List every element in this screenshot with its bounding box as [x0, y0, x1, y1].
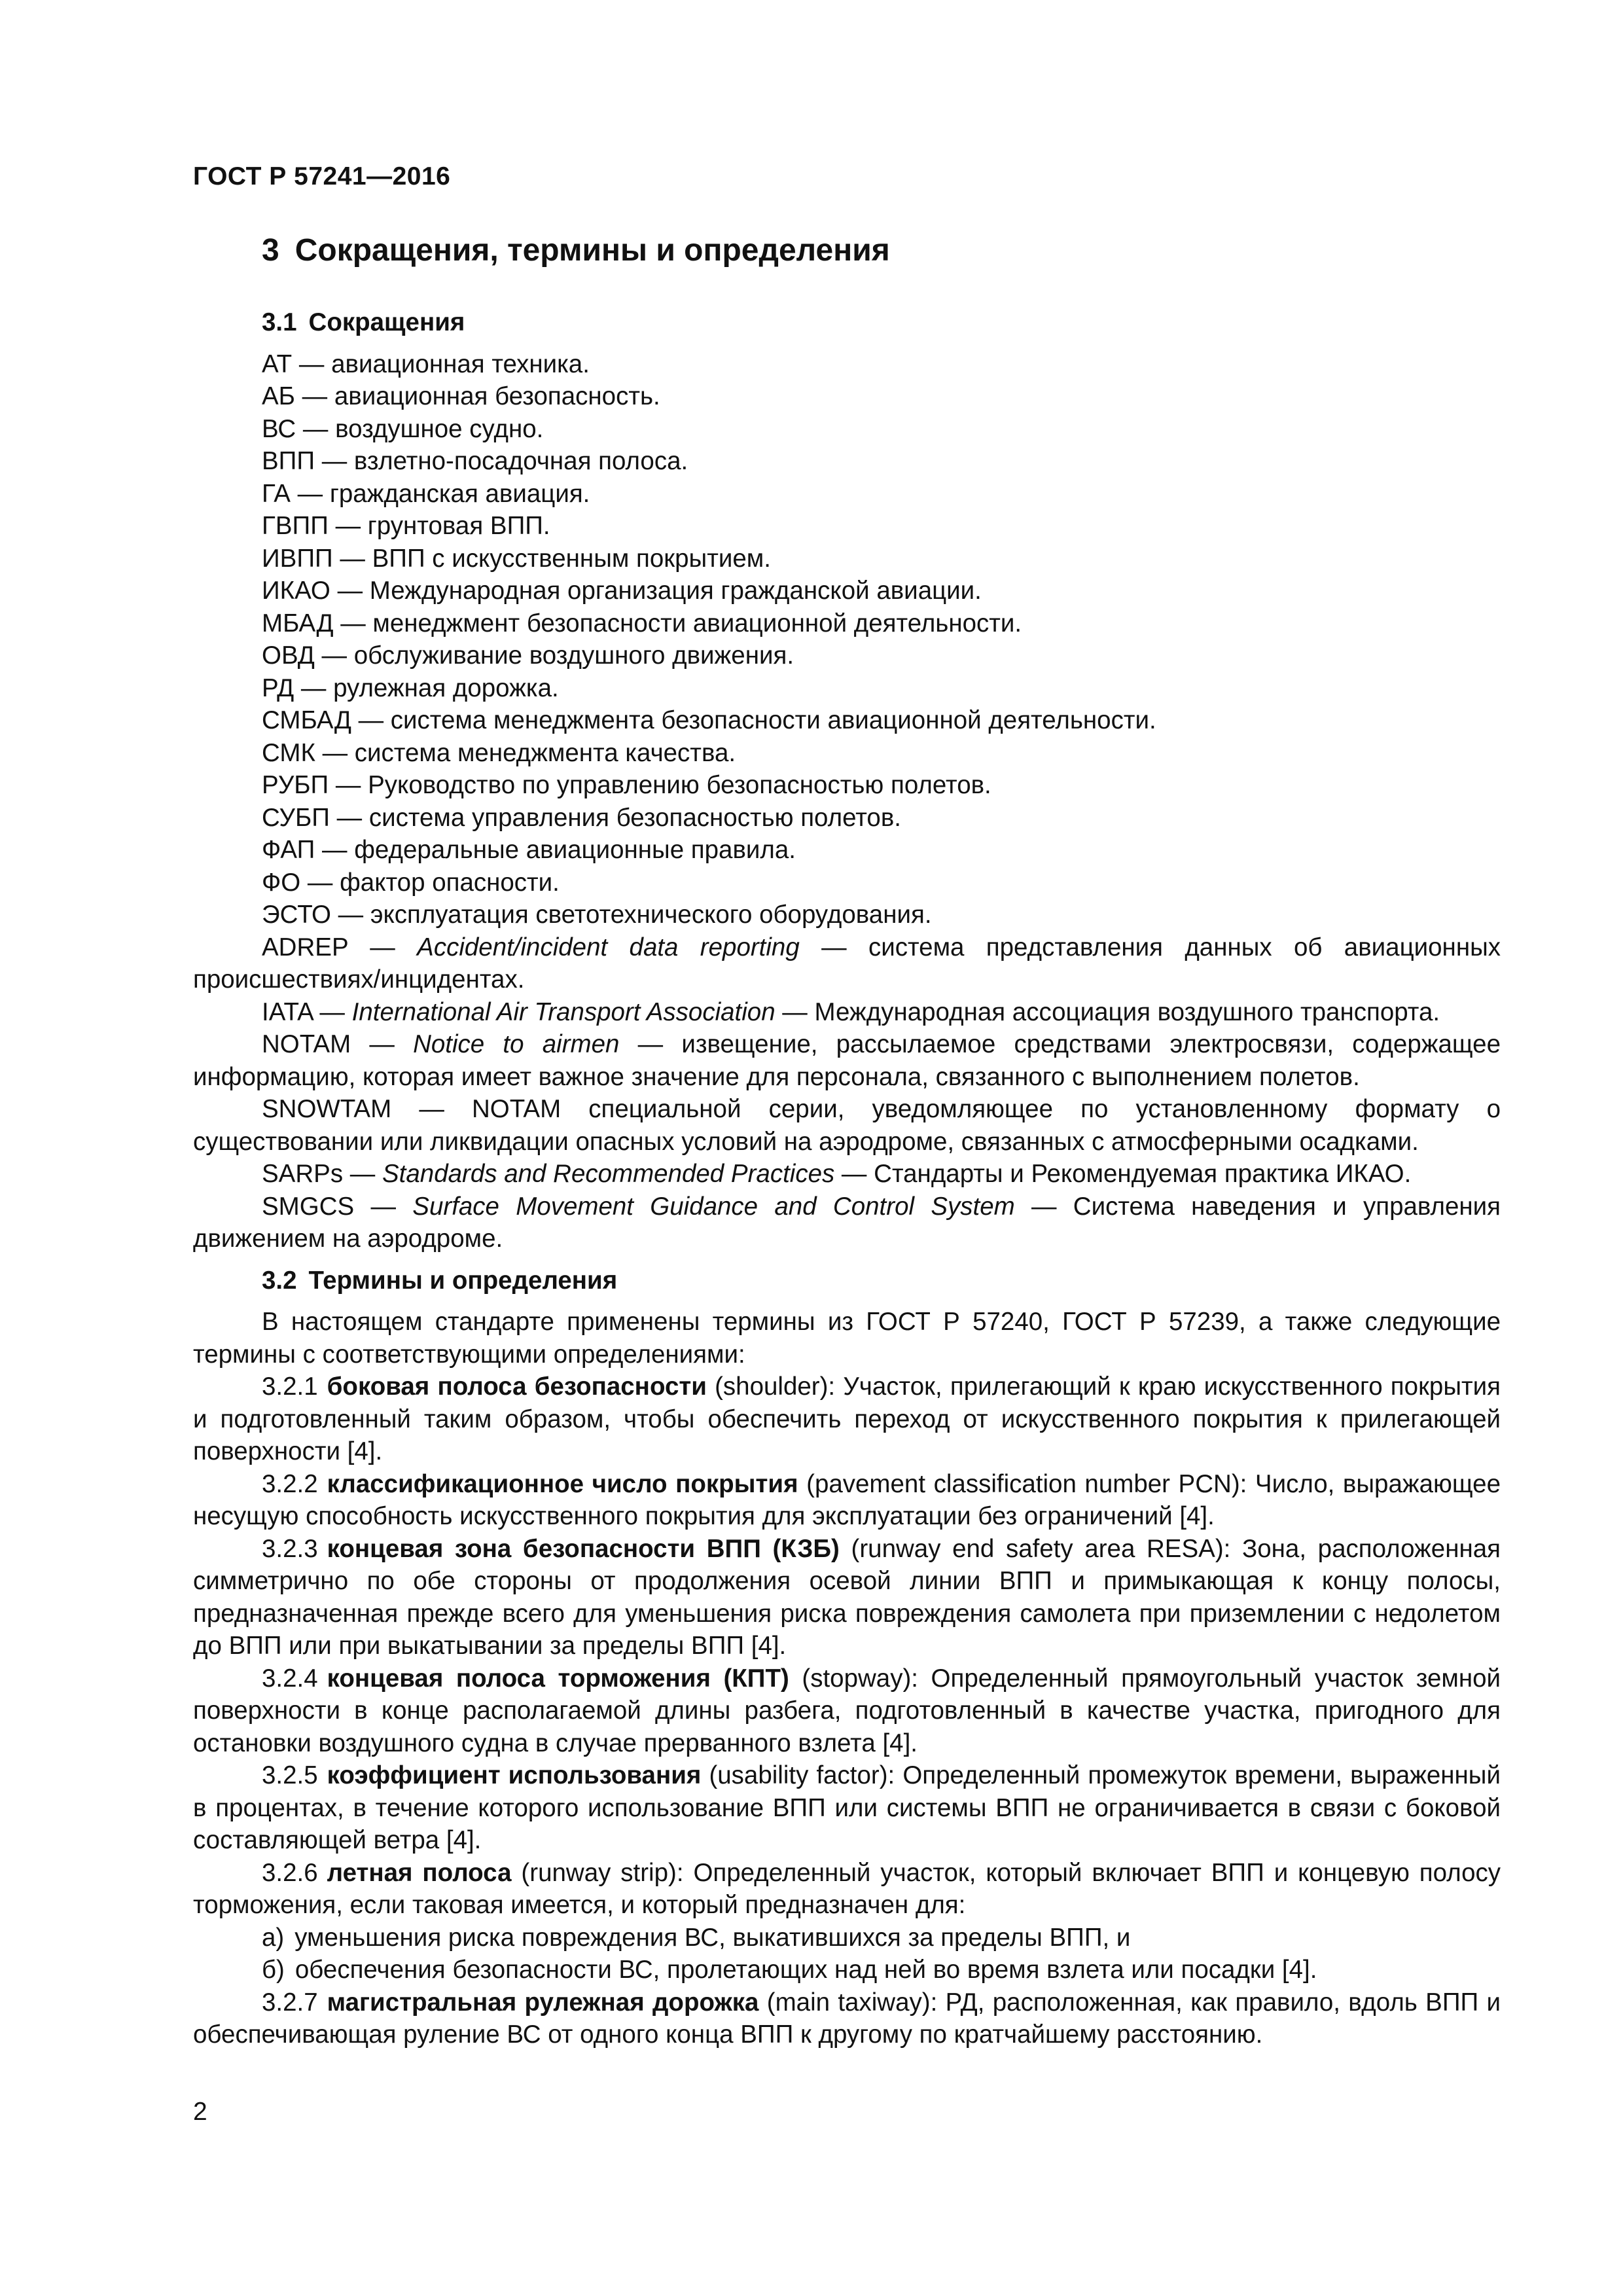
abbreviation-item: ИКАО — Международная организация гражданской авиации.: [262, 577, 982, 605]
term-name: коэффициент использования: [327, 1761, 702, 1789]
term-entry: 3.2.6 летная полоса (runway strip): Определенный участок, который включает ВПП и концевую полосу торможения, если таковая имеется, и который предназначен для:: [193, 1858, 1501, 1919]
abbreviation-item: ИВПП — ВПП с искусственным покрытием.: [262, 544, 771, 573]
abbreviation-item: СУБП — система управления безопасностью полетов.: [262, 803, 901, 832]
term-sub-item: а) уменьшения риска повреждения ВС, выкатившихся за пределы ВПП, и: [262, 1923, 1131, 1952]
term-entry: 3.2.4 концевая полоса торможения (КПТ) (stopway): Определенный прямоугольный участок земной поверхности в конце располагаемой длины разбега, подготовленный в качестве участка, пригодного для остановки воздушного судна в случае прерванного взлета [4].: [193, 1664, 1501, 1757]
section-title-text: Сокращения, термины и определения: [294, 233, 890, 268]
abbreviation-item: АТ — авиационная техника.: [262, 350, 590, 378]
abbreviations-heading: 3.1 Сокращения: [262, 308, 465, 336]
term-entry: 3.2.7 магистральная рулежная дорожка (main taxiway): РД, расположенная, как правило, вдоль ВПП и обеспечивающая руление ВС от одного конца ВПП к другому по кратчайшему расстоянию.: [193, 1988, 1501, 2049]
page-content: [193, 306, 1501, 2051]
term-entry: 3.2.2 классификационное число покрытия (pavement classification number PCN): Число, выражающее несущую способность искусственного покрытия для эксплуатации без ограничений [4].: [193, 1469, 1501, 1530]
abbreviation-item: ВПП — взлетно-посадочная полоса.: [262, 447, 688, 475]
abbreviation-item: ГА — гражданская авиация.: [262, 479, 590, 508]
abbreviation-item: СМК — система менеджмента качества.: [262, 738, 736, 767]
abbreviation-item: ФО — фактор опасности.: [262, 868, 560, 897]
term-entry: 3.2.5 коэффициент использования (usability factor): Определенный промежуток времени, выраженный в процентах, в течение которого использование ВПП или системы ВПП не ограничивается в связи с боковой составляющей ветра [4].: [193, 1761, 1501, 1854]
abbreviation-item: РУБП — Руководство по управлению безопасностью полетов.: [262, 771, 991, 799]
term-name: концевая зона безопасности ВПП (КЗБ): [327, 1534, 840, 1563]
abbreviation-item: ГВПП — грунтовая ВПП.: [262, 512, 550, 540]
abbreviation-item: ЭСТО — эксплуатация светотехнического оборудования.: [262, 901, 932, 929]
abbreviation-item: МБАД — менеджмент безопасности авиационной деятельности.: [262, 609, 1022, 637]
term-name: концевая полоса торможения (КПТ): [327, 1664, 789, 1693]
abbreviation-item: ОВД — обслуживание воздушного движения.: [262, 641, 794, 670]
abbreviation-item-smgcs: SMGCS — Surface Movement Guidance and Control System — Система наведения и управления движением на аэродроме.: [193, 1192, 1501, 1253]
abbreviation-item-notam: NOTAM — Notice to airmen — извещение, рассылаемое средствами электросвязи, содержащее информацию, которая имеет важное значение для персонала, связанного с выполнением полетов.: [193, 1030, 1501, 1091]
abbreviation-item-iata: IATA — International Air Transport Association — Международная ассоциация воздушного транспорта.: [262, 997, 1440, 1026]
term-name: летная полоса: [327, 1858, 512, 1887]
terms-intro: В настоящем стандарте применены термины из ГОСТ Р 57240, ГОСТ Р 57239, а также следующие термины с соответствующими определениями:: [193, 1308, 1501, 1369]
abbreviation-item: РД — рулежная дорожка.: [262, 673, 559, 702]
terms-heading: 3.2 Термины и определения: [262, 1266, 618, 1295]
term-entry: 3.2.1 боковая полоса безопасности (shoulder): Участок, прилегающий к краю искусственного покрытия и подготовленный таким образом, чтобы обеспечить переход от искусственного покрытия к прилегающей поверхности [4].: [193, 1372, 1501, 1465]
abbreviation-item-snowtam: SNOWTAM — NOTAM специальной серии, уведомляющее по установленному формату о существовании или ликвидации опасных условий на аэродроме, связанных с атмосферными осадками.: [193, 1095, 1501, 1156]
abbreviation-item: АБ — авиационная безопасность.: [262, 382, 660, 410]
abbreviation-item: СМБАД — система менеджмента безопасности авиационной деятельности.: [262, 706, 1156, 734]
term-sub-item: б) обеспечения безопасности ВС, пролетающих над ней во время взлета или посадки [4].: [262, 1956, 1317, 1984]
abbreviation-item: ФАП — федеральные авиационные правила.: [262, 836, 796, 864]
term-name: боковая полоса безопасности: [327, 1372, 707, 1401]
section-number: 3: [262, 233, 279, 268]
abbreviation-item-sarps: SARPs — Standards and Recommended Practices — Стандарты и Рекомендуемая практика ИКАО.: [262, 1160, 1412, 1188]
page-number: 2: [193, 2098, 207, 2126]
term-name: магистральная рулежная дорожка: [327, 1988, 759, 2017]
section-title: [262, 232, 890, 268]
abbreviation-item-adrep: ADREP — Accident/incident data reporting — система представления данных об авиационных происшествиях/инцидентах.: [193, 933, 1501, 994]
term-entry: 3.2.3 концевая зона безопасности ВПП (КЗБ) (runway end safety area RESA): Зона, расположенная симметрично по обе стороны от продолжения осевой линии ВПП и примыкающая к концу полосы, предназначенная прежде всего для уменьшения риска повреждения самолета при приземлении с недолетом до ВПП или при выкатывании за пределы ВПП [4].: [193, 1534, 1501, 1660]
abbreviation-item: ВС — воздушное судно.: [262, 414, 544, 443]
term-name: классификационное число покрытия: [327, 1469, 798, 1498]
document-header: ГОСТ Р 57241—2016: [193, 162, 451, 190]
